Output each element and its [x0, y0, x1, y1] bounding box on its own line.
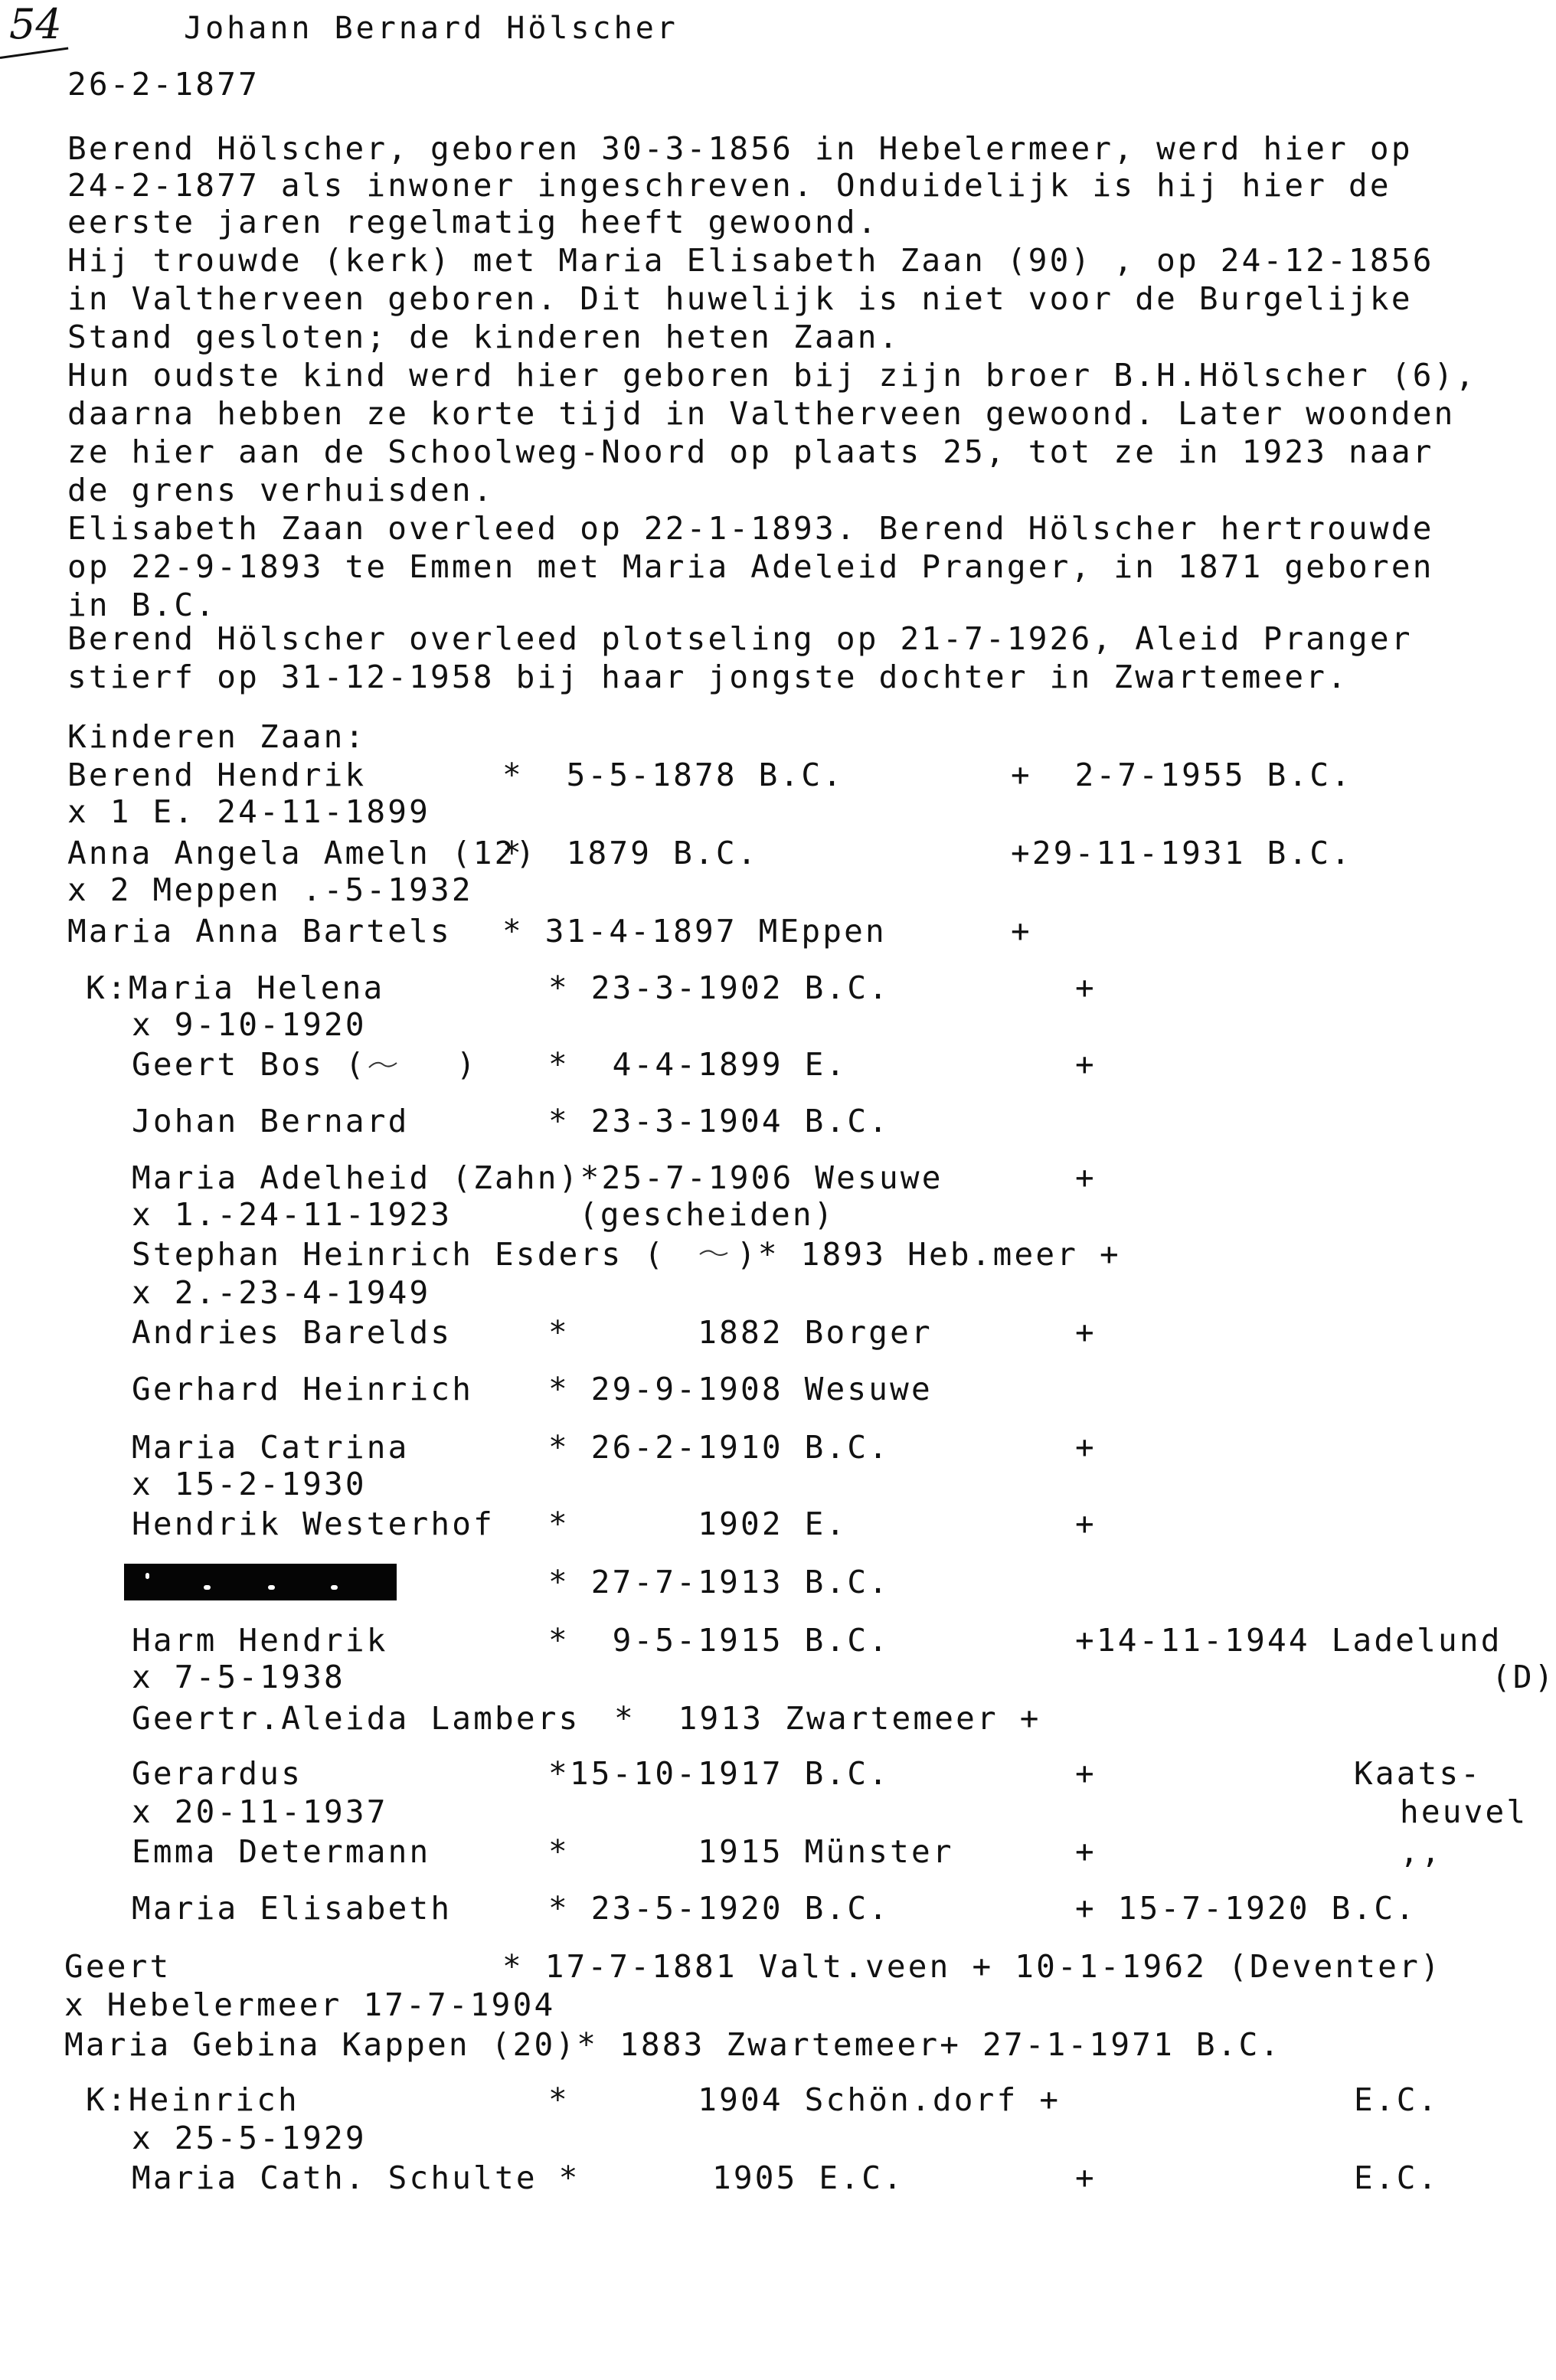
table-row [67, 757, 1353, 795]
table-row [67, 871, 473, 910]
folio-number: 54 [9, 0, 62, 48]
row-name: Berend Hendrik [67, 757, 367, 793]
paragraph-line: Stand gesloten; de kinderen heten Zaan. [67, 319, 901, 355]
row-name: Geert Bos ( [132, 1046, 367, 1083]
scribble-mark [698, 1247, 729, 1259]
header-date: 26-2-1877 [67, 66, 260, 103]
row-name: x 9-10-1920 [132, 1006, 367, 1043]
row-death: + [1075, 969, 1097, 1006]
paragraph-line: Berend Hölscher overleed plotseling op 21-7-1926, Aleid Pranger [67, 620, 1413, 657]
table-row [132, 1371, 933, 1409]
row-birth: * 23-5-1920 B.C. [548, 1890, 891, 1927]
row-death: + [1075, 1159, 1097, 1196]
table-row [132, 1505, 1097, 1544]
row-birth: * 29-9-1908 Wesuwe [548, 1371, 933, 1407]
page-title: Johann Bernard Hölscher [184, 11, 678, 46]
table-row [132, 1700, 1041, 1738]
row-name: x 2.-23-4-1949 [132, 1274, 431, 1311]
table-row [67, 835, 1353, 873]
row-name: Stephan Heinrich Esders ( [132, 1236, 666, 1273]
row-name: x 15-2-1930 [132, 1466, 367, 1502]
row-birth: * 23-3-1902 B.C. [548, 969, 891, 1006]
row-death: + [1075, 1429, 1097, 1466]
row-extra: E.C. [1354, 2159, 1440, 2196]
row-birth: * 1882 Borger [548, 1314, 933, 1351]
row-name: K:Heinrich [86, 2081, 299, 2118]
row-name: x 25-5-1929 [132, 2120, 367, 2156]
paragraph-line: in B.C. [67, 587, 217, 623]
table-row [132, 1564, 891, 1602]
table-row [132, 1236, 1121, 1274]
row-extra: heuvel [1400, 1793, 1528, 1830]
table-row [132, 1103, 891, 1141]
row-death: + [1011, 913, 1032, 950]
table-row [64, 1986, 556, 2025]
paragraph-line: de grens verhuisden. [67, 472, 495, 508]
paragraph-line: stierf op 31-12-1958 bij haar jongste dochter in Zwartemeer. [67, 659, 1349, 695]
table-row [64, 2026, 1282, 2065]
table-row [132, 1622, 1502, 1660]
row-birth: 1905 E.C. [712, 2159, 904, 2196]
table-row [64, 1948, 1442, 1986]
table-row [132, 1793, 1528, 1832]
row-birth: * 1915 Münster [548, 1833, 954, 1870]
row-name: Gerardus [132, 1755, 303, 1792]
table-row [86, 969, 1097, 1008]
row-extra: E.C. [1354, 2081, 1440, 2118]
table-row [132, 1833, 1443, 1872]
row-extra: (D) [1492, 1659, 1556, 1695]
row-name: Harm Hendrik [132, 1622, 388, 1659]
row-death: +14-11-1944 Ladelund [1075, 1622, 1502, 1659]
paragraph-line: Elisabeth Zaan overleed op 22-1-1893. Berend Hölscher hertrouwde [67, 510, 1434, 547]
row-name: K:Maria Helena [86, 969, 385, 1006]
row-name: x 7-5-1938 [132, 1659, 345, 1695]
row-birth: * 1879 B.C. [502, 835, 759, 871]
row-extra: ,, [1400, 1833, 1443, 1870]
paragraph-line: Hij trouwde (kerk) met Maria Elisabeth Zaan (90) , op 24-12-1856 [67, 242, 1434, 279]
row-name: x 1 E. 24-11-1899 [67, 793, 431, 830]
table-row [132, 1314, 1097, 1352]
row-birth: * 5-5-1878 B.C. [502, 757, 845, 793]
paragraph-line: op 22-9-1893 te Emmen met Maria Adeleid Pranger, in 1871 geboren [67, 548, 1434, 585]
table-row [132, 1046, 1097, 1084]
table-row [132, 1890, 1417, 1928]
paragraph-line: in Valtherveen geboren. Dit huwelijk is niet voor de Burgelijke [67, 280, 1413, 317]
paragraph-line: eerste jaren regelmatig heeft gewoond. [67, 204, 879, 240]
row-birth: * 23-3-1904 B.C. [548, 1103, 891, 1139]
row-death: + [1075, 1833, 1097, 1870]
row-birth: * 31-4-1897 MEppen [502, 913, 887, 950]
table-row [132, 1429, 1097, 1467]
row-birth: * 9-5-1915 B.C. [548, 1622, 891, 1659]
table-row [67, 913, 1032, 951]
table-row [132, 2120, 367, 2158]
table-row [132, 1196, 835, 1234]
row-birth: * 27-7-1913 B.C. [548, 1564, 891, 1600]
table-row [86, 2081, 1440, 2120]
row-extra: Kaats- [1354, 1755, 1482, 1792]
row-name-end: ) [456, 1046, 478, 1083]
row-name: Johan Bernard [132, 1103, 410, 1139]
paragraph-line: daarna hebben ze korte tijd in Valtherveen gewoond. Later woonden [67, 395, 1456, 432]
row-birth: (gescheiden) [579, 1196, 835, 1233]
folio-underline [0, 47, 68, 58]
row-name: Gerhard Heinrich [132, 1371, 474, 1407]
scribble-mark [368, 1058, 398, 1071]
paragraph-line: 24-2-1877 als inwoner ingeschreven. Onduidelijk is hij hier de [67, 167, 1391, 204]
paragraph-line: ze hier aan de Schoolweg-Noord op plaats 25, tot ze in 1923 naar [67, 433, 1434, 470]
row-name: Maria Elisabeth [132, 1890, 453, 1927]
row-name-end: )* 1893 Heb.meer + [737, 1236, 1121, 1273]
table-row [132, 1006, 367, 1045]
row-name: Maria Cath. Schulte * [132, 2159, 580, 2196]
row-death: + [1075, 1314, 1097, 1351]
row-name: Maria Anna Bartels [67, 913, 452, 950]
row-birth: * 4-4-1899 E. [548, 1046, 848, 1083]
row-name: Geert [64, 1948, 172, 1985]
table-row [132, 1274, 431, 1313]
row-name: Hendrik Westerhof [132, 1505, 495, 1542]
row-name: x 2 Meppen .-5-1932 [67, 871, 473, 908]
table-row [67, 793, 431, 832]
table-row [132, 1159, 1097, 1198]
row-name: Andries Barelds [132, 1314, 453, 1351]
row-death: + 15-7-1920 B.C. [1075, 1890, 1417, 1927]
paragraph-line: Hun oudste kind werd hier geboren bij zijn broer B.H.Hölscher (6), [67, 357, 1477, 394]
row-name: Maria Gebina Kappen (20)* 1883 Zwartemeer+ 27-1-1971 B.C. [64, 2026, 1282, 2063]
row-birth: * 26-2-1910 B.C. [548, 1429, 891, 1466]
row-death: + [1075, 1505, 1097, 1542]
row-name: Maria Adelheid (Zahn)*25-7-1906 Wesuwe [132, 1159, 943, 1196]
table-row [132, 2159, 1440, 2198]
row-death: + 2-7-1955 B.C. [1011, 757, 1353, 793]
row-birth: *15-10-1917 B.C. [548, 1755, 891, 1792]
row-birth: * 1913 Zwartemeer + [614, 1700, 1041, 1737]
row-name: Emma Determann [132, 1833, 431, 1870]
table-row [132, 1659, 1556, 1697]
paragraph-line: Berend Hölscher, geboren 30-3-1856 in Hebelermeer, werd hier op [67, 130, 1413, 167]
row-name: x 20-11-1937 [132, 1793, 388, 1830]
row-birth: * 17-7-1881 Valt.veen + 10-1-1962 (Deventer) [502, 1948, 1442, 1985]
table-row [132, 1466, 367, 1504]
row-death: + [1075, 1046, 1097, 1083]
row-death: +29-11-1931 B.C. [1011, 835, 1353, 871]
row-name: x 1.-24-11-1923 [132, 1196, 453, 1233]
table-row [132, 1755, 1482, 1793]
row-name: x Hebelermeer 17-7-1904 [64, 1986, 556, 2023]
row-birth: * 1904 Schön.dorf + [548, 2081, 1061, 2118]
row-name: Maria Catrina [132, 1429, 410, 1466]
row-death: + [1075, 1755, 1097, 1792]
children-heading: Kinderen Zaan: [67, 718, 367, 755]
row-birth: * 1902 E. [548, 1505, 848, 1542]
row-death: + [1075, 2159, 1097, 2196]
row-name: Geertr.Aleida Lambers [132, 1700, 580, 1737]
row-name: Anna Angela Ameln (12) [67, 835, 538, 871]
